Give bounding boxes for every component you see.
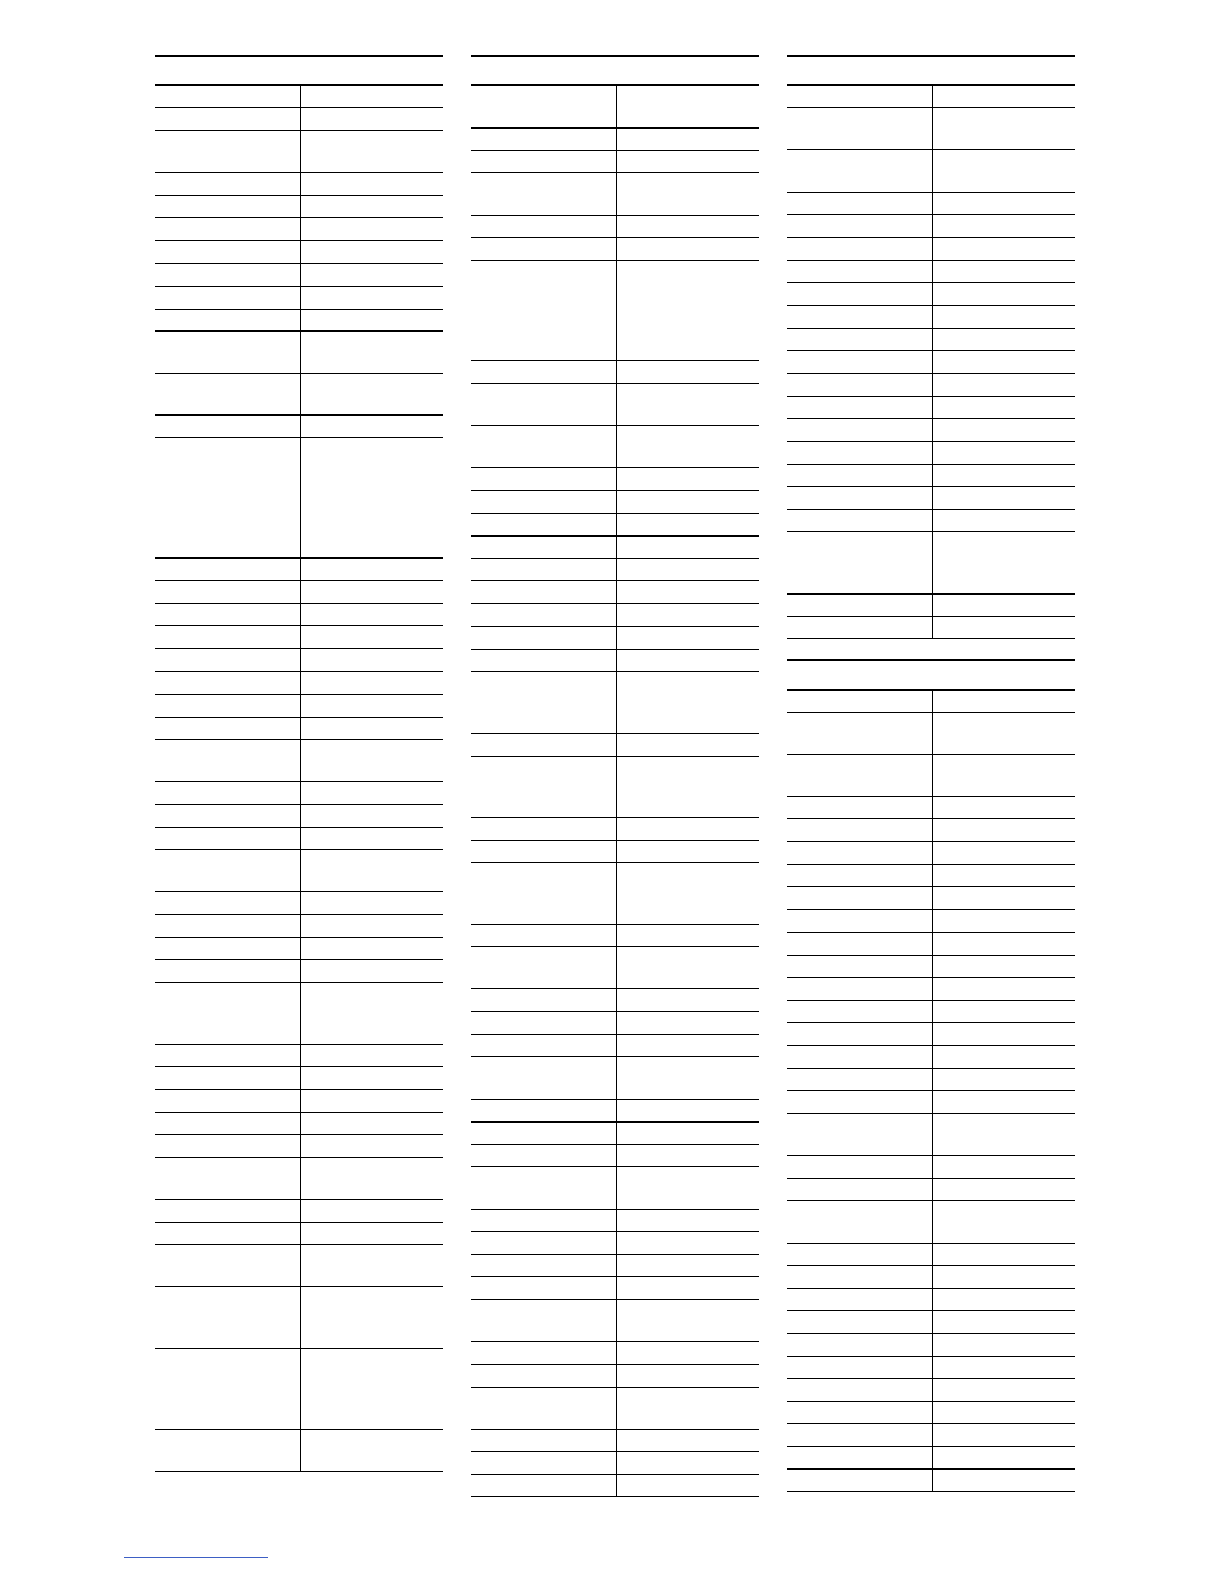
left-table-column: [155, 0, 443, 1584]
middle-table-column: [471, 0, 759, 1584]
footer-link-underline[interactable]: [124, 1557, 268, 1558]
right-table-column: [787, 0, 1075, 1584]
